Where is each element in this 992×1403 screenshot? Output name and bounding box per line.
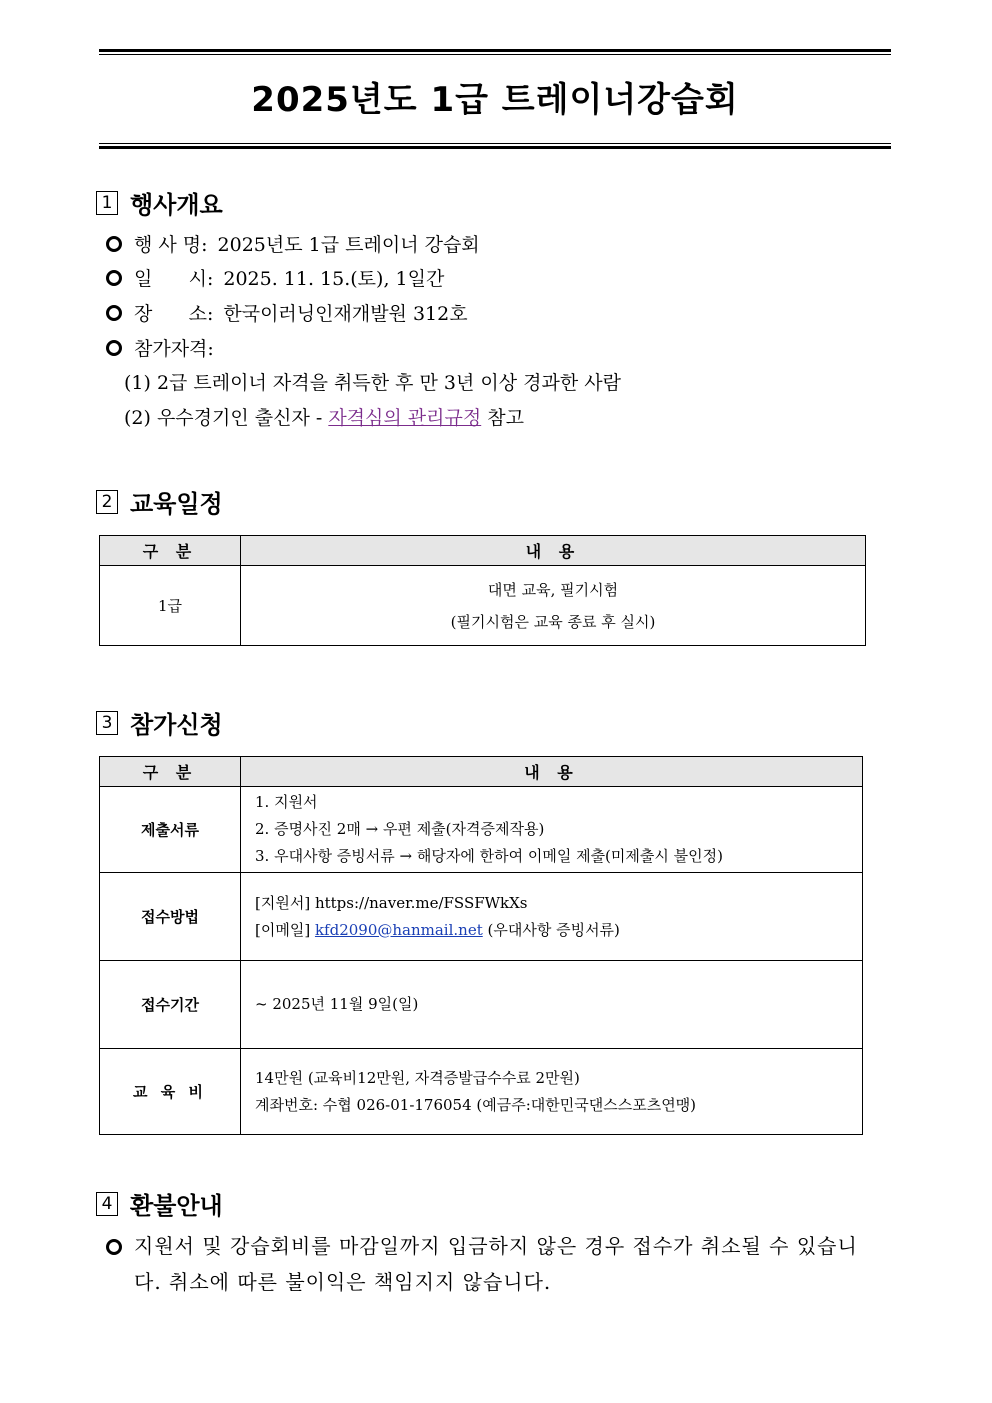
event-date-item [106, 264, 444, 291]
content-line: (필기시험은 교육 종료 후 실시) [450, 612, 656, 631]
item-value: 2025. 11. 15.(토), 1일간 [223, 268, 445, 290]
row-label: 교 육 비 [100, 1049, 241, 1135]
refund-text: 지원서 및 강습회비를 마감일까지 입금하지 않은 경우 접수가 취소될 수 있습니다. 취소에 따른 불이익은 책임지지 않습니다. [134, 1234, 858, 1294]
row-label: 접수방법 [100, 873, 241, 961]
section-title: 참가신청 [130, 711, 223, 739]
circle-bullet-icon [106, 270, 122, 286]
qualification-1: (1) 2급 트레이너 자격을 취득한 후 만 3년 이상 경과한 사람 [124, 372, 621, 394]
schedule-table [99, 535, 866, 646]
email-prefix: [이메일] [255, 920, 315, 939]
item-value: 2025년도 1급 트레이너 강습회 [217, 234, 480, 256]
row-label: 제출서류 [100, 787, 241, 873]
item-label: 행 사 명: [134, 234, 208, 256]
row-content [241, 1049, 863, 1135]
row-label: 1급 [100, 566, 241, 646]
section-3-heading [96, 705, 223, 740]
qualification-2-prefix: (2) 우수경기인 출신자 - [124, 407, 329, 429]
section-2-heading [96, 484, 223, 519]
section-number: 3 [96, 711, 118, 735]
section-4-heading [96, 1186, 223, 1221]
row-label: 접수기간 [100, 961, 241, 1049]
section-title: 교육일정 [130, 490, 223, 518]
table-row [100, 787, 863, 873]
content-line: 1. 지원서 [255, 793, 318, 811]
table-row [100, 566, 866, 646]
section-title: 행사개요 [130, 191, 223, 219]
title-top-rule [99, 49, 891, 55]
item-label: 장 소: [134, 303, 214, 325]
row-content [241, 566, 866, 646]
header-content: 내 용 [241, 536, 866, 566]
table-row [100, 1049, 863, 1135]
circle-bullet-icon [106, 340, 122, 356]
content-line: 계좌번호: 수협 026-01-176054 (예금주:대한민국댄스스포츠연맹) [255, 1095, 697, 1114]
circle-bullet-icon [106, 236, 122, 252]
email-link[interactable]: kfd2090@hanmail.net [314, 920, 483, 939]
header-content: 내 용 [241, 757, 863, 787]
content-line: 14만원 (교육비12만원, 자격증발급수수료 2만원) [255, 1068, 580, 1087]
qualification-2-suffix: 참고 [481, 407, 524, 429]
circle-bullet-icon [106, 305, 122, 321]
regulation-link[interactable]: 자격심의 관리규정 [328, 407, 482, 429]
document-title: 2025년도 1급 트레이너강습회 [251, 80, 739, 120]
section-number: 2 [96, 490, 118, 514]
content-line: 2. 증명사진 2매 → 우편 제출(자격증제작용) [255, 820, 545, 838]
qualification-item [106, 334, 214, 361]
table-header-row [100, 757, 863, 787]
item-value: 한국이러닝인재개발원 312호 [223, 303, 468, 325]
section-number: 1 [96, 191, 118, 215]
row-content: ~ 2025년 11월 9일(일) [241, 961, 863, 1049]
title-bottom-rule [99, 143, 891, 149]
table-row [100, 873, 863, 961]
item-label: 일 시: [134, 268, 214, 290]
content-line: 3. 우대사항 증빙서류 → 해당자에 한하여 이메일 제출(미제출시 불인정) [255, 847, 723, 865]
application-table [99, 756, 863, 1135]
section-title: 환불안내 [130, 1192, 223, 1220]
header-category: 구 분 [100, 536, 241, 566]
email-suffix: (우대사항 증빙서류) [482, 920, 620, 939]
refund-notice [106, 1228, 876, 1300]
row-content [241, 873, 863, 961]
row-content [241, 787, 863, 873]
section-number: 4 [96, 1192, 118, 1216]
table-row [100, 961, 863, 1049]
qualification-2 [124, 403, 524, 430]
table-header-row [100, 536, 866, 566]
content-line: 대면 교육, 필기시험 [487, 580, 619, 599]
circle-bullet-icon [106, 1239, 122, 1255]
header-category: 구 분 [100, 757, 241, 787]
event-place-item [106, 299, 468, 326]
item-label: 참가자격: [134, 338, 214, 360]
section-1-heading [96, 185, 223, 220]
application-form-line: [지원서] https://naver.me/FSSFWkXs [255, 893, 528, 912]
email-line [255, 917, 861, 944]
event-name-item [106, 230, 480, 257]
